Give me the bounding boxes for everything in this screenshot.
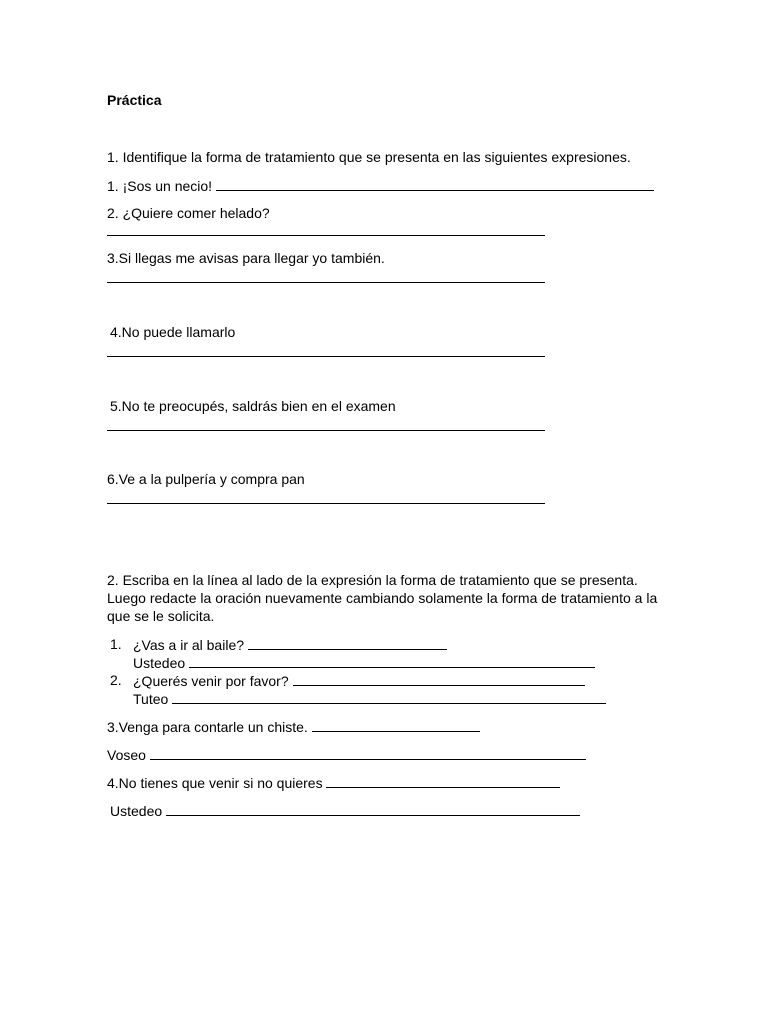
exercise2-rewrite-blank-4[interactable] bbox=[166, 802, 580, 816]
section2-instruction-line-1: 2. Escriba en la línea al lado de la expresión la forma de tratamiento que se presenta. bbox=[107, 572, 638, 588]
exercise-item-4: 4.No puede llamarlo bbox=[110, 324, 236, 340]
exercise-item-2: 2. ¿Quiere comer helado? bbox=[107, 205, 270, 221]
exercise2-answer-blank-3[interactable] bbox=[312, 718, 480, 732]
exercise2-rewrite-blank-3[interactable] bbox=[150, 746, 586, 760]
exercise2-item-3 bbox=[107, 718, 480, 735]
list-question-2 bbox=[133, 672, 585, 689]
list-answer-blank-2[interactable] bbox=[293, 672, 585, 686]
exercise2-target-4-label: Ustedeo bbox=[110, 803, 163, 819]
list-rewrite-blank-1[interactable] bbox=[189, 654, 595, 668]
exercise-item-1-text: 1. ¡Sos un necio! bbox=[107, 178, 213, 194]
answer-line-3[interactable] bbox=[107, 282, 545, 283]
exercise2-item-4 bbox=[107, 774, 560, 791]
list-number-2: 2. bbox=[110, 672, 122, 688]
list-rewrite-blank-2[interactable] bbox=[172, 690, 606, 704]
exercise2-answer-blank-4[interactable] bbox=[326, 774, 560, 788]
section2-instruction-line-2: Luego redacte la oración nuevamente cambiando solamente la forma de tratamiento a la bbox=[107, 590, 658, 606]
list-target-1-label: Ustedeo bbox=[133, 655, 186, 671]
section1-instruction: 1. Identifique la forma de tratamiento que se presenta en las siguientes expresiones. bbox=[107, 149, 631, 165]
list-answer-blank-1[interactable] bbox=[248, 636, 447, 650]
list-question-1 bbox=[133, 636, 447, 653]
exercise2-target-4 bbox=[110, 802, 580, 819]
list-number-1: 1. bbox=[110, 636, 122, 652]
list-question-1-text: ¿Vas a ir al baile? bbox=[133, 637, 245, 653]
answer-line-4[interactable] bbox=[107, 356, 545, 357]
answer-blank-1[interactable] bbox=[216, 177, 654, 191]
exercise2-target-3-label: Voseo bbox=[107, 747, 146, 763]
exercise2-item-3-text: 3.Venga para contarle un chiste. bbox=[107, 719, 308, 735]
exercise-item-3: 3.Si llegas me avisas para llegar yo también. bbox=[107, 250, 385, 266]
answer-line-2[interactable] bbox=[107, 235, 545, 236]
list-target-2 bbox=[133, 690, 606, 707]
answer-line-5[interactable] bbox=[107, 430, 545, 431]
exercise2-target-3 bbox=[107, 746, 586, 763]
page-title: Práctica bbox=[107, 92, 162, 108]
exercise-item-6: 6.Ve a la pulpería y compra pan bbox=[107, 471, 305, 487]
exercise2-item-4-text: 4.No tienes que venir si no quieres bbox=[107, 775, 323, 791]
exercise-item-5: 5.No te preocupés, saldrás bien en el examen bbox=[110, 398, 396, 414]
list-question-2-text: ¿Querés venir por favor? bbox=[133, 673, 289, 689]
answer-line-6[interactable] bbox=[107, 503, 545, 504]
exercise-item-1 bbox=[107, 177, 654, 194]
list-target-2-label: Tuteo bbox=[133, 691, 169, 707]
section2-instruction-line-3: que se le solicita. bbox=[107, 608, 215, 624]
list-target-1 bbox=[133, 654, 595, 671]
